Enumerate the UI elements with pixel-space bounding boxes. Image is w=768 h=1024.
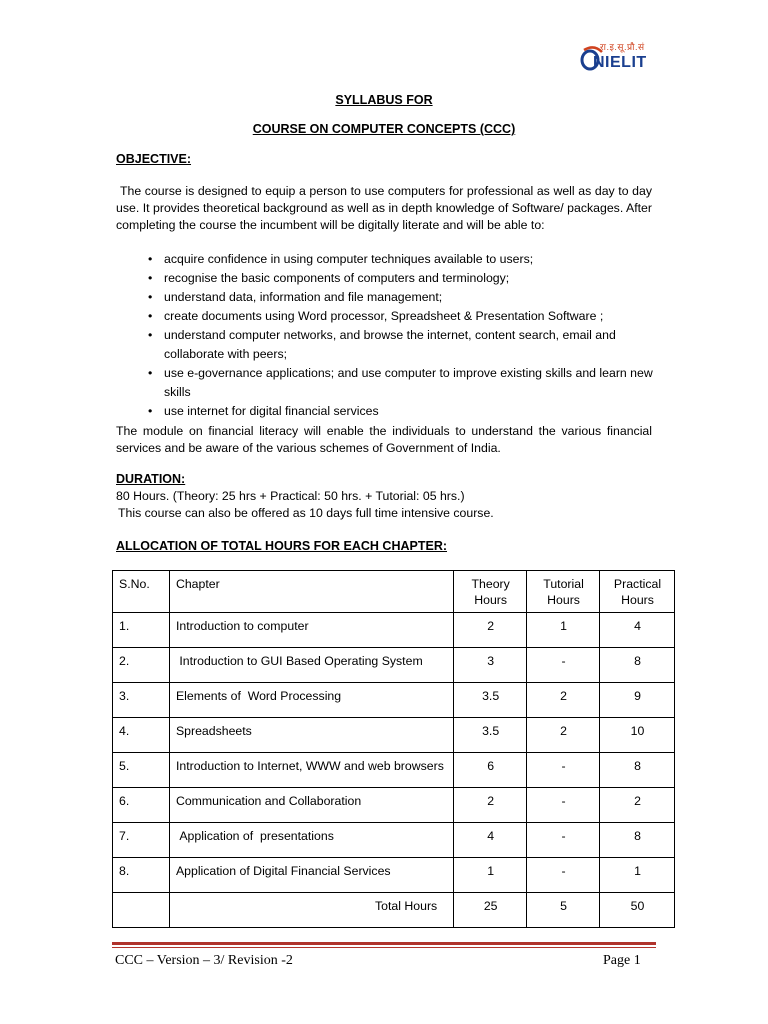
duration-note: This course can also be offered as 10 days full time intensive course. (118, 506, 494, 520)
bullet-icon: • (148, 309, 153, 323)
cell-practical: 8 (600, 753, 675, 788)
cell-chapter: Introduction to Internet, WWW and web browsers (169, 753, 453, 788)
cell-tutorial: 2 (527, 683, 600, 718)
list-item (146, 250, 654, 269)
allocation-table (112, 570, 675, 928)
allocation-heading: ALLOCATION OF TOTAL HOURS FOR EACH CHAPTER: (116, 539, 448, 553)
bullet-text: understand computer networks, and browse the internet, content search, email and collaborate with peers; (164, 328, 616, 361)
table-row (113, 858, 675, 893)
cell-practical: 2 (600, 788, 675, 823)
cell-theory: 6 (454, 753, 527, 788)
cell-practical: 1 (600, 858, 675, 893)
total-tutorial: 5 (527, 893, 600, 928)
cell-theory: 3.5 (454, 683, 527, 718)
list-item (146, 288, 654, 307)
bullet-text: acquire confidence in using computer techniques available to users; (164, 252, 534, 266)
table-row (113, 648, 675, 683)
bullet-icon: • (148, 271, 153, 285)
footer-rule-thick (112, 942, 656, 945)
cell-chapter: Elements of Word Processing (169, 683, 453, 718)
list-item (146, 402, 654, 421)
cell-theory: 2 (454, 613, 527, 648)
table-row (113, 683, 675, 718)
cell-theory: 2 (454, 788, 527, 823)
cell-practical: 4 (600, 613, 675, 648)
cell-chapter: Spreadsheets (169, 718, 453, 753)
total-theory: 25 (454, 893, 527, 928)
objective-bullet-list (146, 250, 654, 421)
bullet-icon: • (148, 366, 153, 380)
cell-sno: 6. (113, 788, 170, 823)
bullet-icon: • (148, 252, 153, 266)
bullet-text: create documents using Word processor, Spreadsheet & Presentation Software ; (164, 309, 604, 323)
cell-tutorial: - (527, 858, 600, 893)
col-header-sno: S.No. (113, 571, 170, 613)
cell-sno: 5. (113, 753, 170, 788)
cell-practical: 9 (600, 683, 675, 718)
cell-sno: 8. (113, 858, 170, 893)
cell-tutorial: 1 (527, 613, 600, 648)
table-total-row (113, 893, 675, 928)
table-row (113, 718, 675, 753)
footer-page-number: Page 1 (603, 953, 641, 968)
cell-sno: 1. (113, 613, 170, 648)
bullet-icon: • (148, 290, 153, 304)
bullet-text: use e-governance applications; and use computer to improve existing skills and learn new skills (164, 366, 653, 399)
cell-theory: 3.5 (454, 718, 527, 753)
bullet-icon: • (148, 328, 153, 342)
footer-rule-thin (112, 947, 656, 948)
cell-tutorial: - (527, 648, 600, 683)
cell-chapter: Application of Digital Financial Services (169, 858, 453, 893)
list-item (146, 326, 654, 364)
cell-empty (113, 893, 170, 928)
cell-sno: 7. (113, 823, 170, 858)
logo-hindi-text: रा.इ.सू.प्रौ.सं (600, 42, 645, 52)
col-header-chapter: Chapter (169, 571, 453, 613)
list-item (146, 364, 654, 402)
cell-sno: 3. (113, 683, 170, 718)
col-header-practical: Practical Hours (600, 571, 675, 613)
cell-practical: 8 (600, 648, 675, 683)
duration-heading: DURATION: (116, 472, 186, 486)
course-title: COURSE ON COMPUTER CONCEPTS (CCC) (252, 122, 516, 136)
col-header-tutorial: Tutorial Hours (527, 571, 600, 613)
col-header-theory: Theory Hours (454, 571, 527, 613)
table-row (113, 613, 675, 648)
cell-theory: 4 (454, 823, 527, 858)
cell-theory: 1 (454, 858, 527, 893)
list-item (146, 307, 654, 326)
table-row (113, 823, 675, 858)
cell-chapter: Introduction to GUI Based Operating System (169, 648, 453, 683)
bullet-text: use internet for digital financial services (164, 404, 379, 418)
syllabus-title: SYLLABUS FOR (335, 93, 433, 107)
cell-practical: 8 (600, 823, 675, 858)
cell-theory: 3 (454, 648, 527, 683)
bullet-text: recognise the basic components of computers and terminology; (164, 271, 510, 285)
cell-tutorial: - (527, 788, 600, 823)
objective-intro (116, 183, 652, 234)
cell-practical: 10 (600, 718, 675, 753)
objective-heading: OBJECTIVE: (116, 152, 192, 166)
footer-version: CCC – Version – 3/ Revision -2 (115, 953, 293, 968)
cell-tutorial: - (527, 753, 600, 788)
logo-text: NIELIT (593, 54, 647, 71)
cell-sno: 2. (113, 648, 170, 683)
list-item (146, 269, 654, 288)
financial-literacy-paragraph: The module on financial literacy will enable the individuals to understand the various financial services and be aware of the various schemes of Government of India. (116, 424, 652, 455)
objective-intro-text: The course is designed to equip a person to use computers for professional as well as day to day use. It provides theoretical background as well as in depth knowledge of Software/ packages. After completing the course the incumbent will be digitally literate and will be able to: (116, 184, 652, 232)
cell-chapter: Introduction to computer (169, 613, 453, 648)
table-row (113, 788, 675, 823)
cell-chapter: Application of presentations (169, 823, 453, 858)
table-header-row (113, 571, 675, 613)
total-practical: 50 (600, 893, 675, 928)
table-row (113, 753, 675, 788)
duration-hours: 80 Hours. (Theory: 25 hrs + Practical: 50 hrs. + Tutorial: 05 hrs.) (116, 489, 465, 503)
cell-tutorial: 2 (527, 718, 600, 753)
cell-tutorial: - (527, 823, 600, 858)
bullet-text: understand data, information and file management; (164, 290, 443, 304)
cell-sno: 4. (113, 718, 170, 753)
nielit-logo (580, 40, 676, 76)
cell-chapter: Communication and Collaboration (169, 788, 453, 823)
total-hours-label: Total Hours (169, 893, 453, 928)
bullet-icon: • (148, 404, 153, 418)
